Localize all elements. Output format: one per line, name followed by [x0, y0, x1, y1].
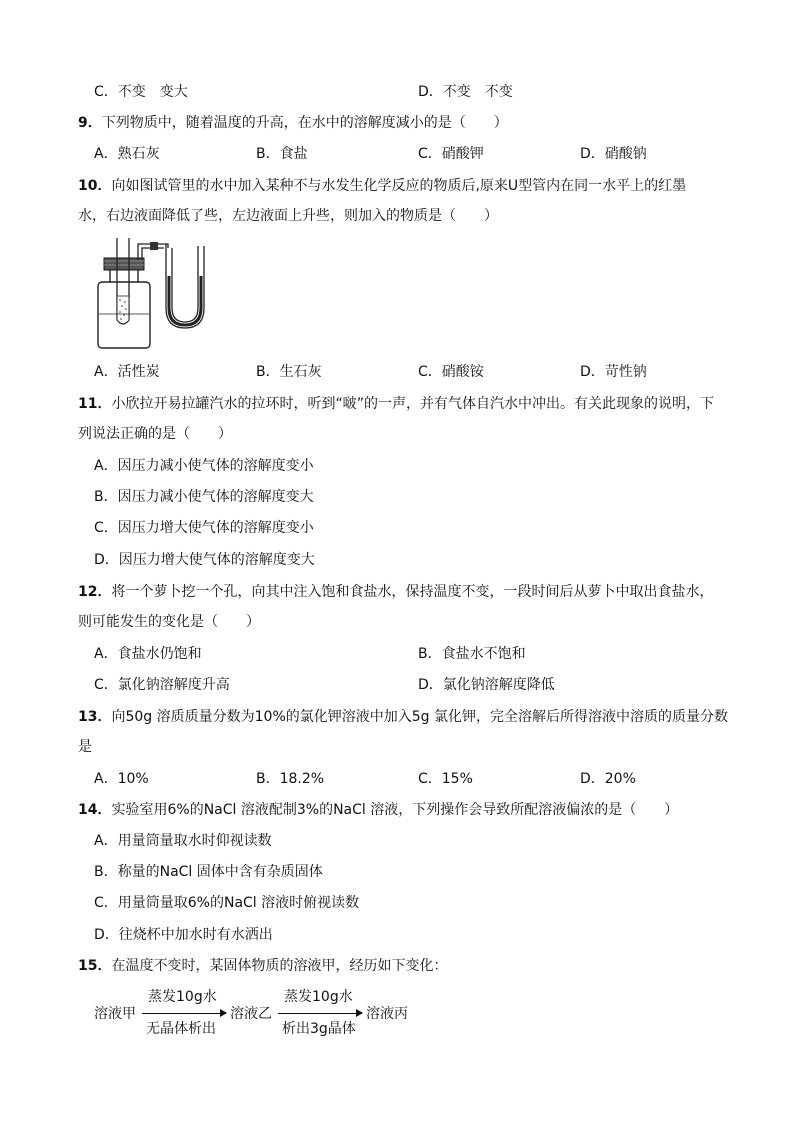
- step2-arrow: [278, 1013, 362, 1014]
- q13-option-a: A．10%: [94, 771, 149, 787]
- solution-c-label: 溶液丙: [366, 1006, 408, 1022]
- q14-text: 实验室用6%的NaCl 溶液配制3%的NaCl 溶液，下列操作会导致所配溶液偏浓的是（ ）: [111, 802, 679, 818]
- q14-option-b: B．称量的NaCl 固体中含有杂质固体: [94, 864, 323, 880]
- q9-text: 下列物质中，随着温度的升高，在水中的溶解度减小的是（ ）: [101, 115, 508, 131]
- q9-stem: [78, 113, 508, 133]
- q11-option-c: C．因压力增大使气体的溶解度变小: [94, 520, 314, 536]
- q8-option-d: D．不变 不变: [418, 84, 513, 100]
- q11-text-1: 小欣拉开易拉罐汽水的拉环时，听到“啵”的一声，并有气体自汽水中冲出。有关此现象的说明，下: [111, 396, 714, 412]
- apparatus-diagram: [90, 236, 220, 352]
- q10-stem-line1: [78, 176, 686, 196]
- solution-a-label: 溶液甲: [94, 1006, 136, 1022]
- q12-stem-line1: [78, 582, 713, 602]
- q10-option-d: D．苛性钠: [580, 364, 647, 380]
- step1-result: 无晶体析出: [146, 1021, 216, 1037]
- q9-option-a: A．熟石灰: [94, 146, 160, 162]
- q10-text-1: 向如图试管里的水中加入某种不与水发生化学反应的物质后,原来U型管内在同一水平上的红墨: [111, 178, 687, 194]
- solution-b-label: 溶液乙: [230, 1006, 272, 1022]
- q11-number: 11．: [78, 396, 112, 412]
- connector: [150, 242, 158, 250]
- q12-option-b: B．食盐水不饱和: [418, 646, 526, 662]
- q11-option-a: A．因压力减小使气体的溶解度变小: [94, 458, 314, 474]
- q13-stem-line2: 是: [78, 739, 92, 755]
- q12-text-1: 将一个萝卜挖一个孔，向其中注入饱和食盐水，保持温度不变，一段时间后从萝卜中取出食盐水，: [111, 584, 714, 600]
- q11-option-d: D．因压力增大使气体的溶解度变大: [94, 552, 315, 568]
- q14-option-c: C．用量筒量取6%的NaCl 溶液时俯视读数: [94, 895, 360, 911]
- q14-option-d: D．往烧杯中加水时有水洒出: [94, 927, 273, 943]
- q10-option-c: C．硝酸铵: [418, 364, 484, 380]
- step1-condition: 蒸发10g水: [148, 989, 217, 1005]
- q15-stem: [78, 956, 447, 976]
- q12-option-a: A．食盐水仍饱和: [94, 646, 202, 662]
- q12-number: 12．: [78, 584, 112, 600]
- q11-stem-line2: 列说法正确的是（ ）: [78, 426, 232, 442]
- q10-stem-line2: 水，右边液面降低了些，左边液面上升些，则加入的物质是（ ）: [78, 208, 498, 224]
- q11-option-b: B．因压力减小使气体的溶解度变大: [94, 489, 314, 505]
- q13-option-c: C．15%: [418, 771, 473, 787]
- q12-option-c: C．氯化钠溶解度升高: [94, 677, 230, 693]
- q9-number: 9．: [78, 115, 102, 131]
- process-flow: [94, 988, 434, 1040]
- q15-text: 在温度不变时，某固体物质的溶液甲，经历如下变化：: [111, 958, 448, 974]
- q9-option-b: B．食盐: [256, 146, 308, 162]
- q13-text-1: 向50g 溶质质量分数为10%的氯化钾溶液中加入5g 氯化钾，完全溶解后所得溶液中溶质的质量分数: [111, 709, 728, 725]
- step2-result: 析出3g晶体: [282, 1021, 356, 1037]
- q14-number: 14．: [78, 802, 112, 818]
- q9-option-d: D．硝酸钠: [580, 146, 647, 162]
- q10-option-a: A．活性炭: [94, 364, 160, 380]
- q13-option-d: D．20%: [580, 771, 636, 787]
- q13-stem-line1: [78, 707, 728, 727]
- q13-number: 13．: [78, 709, 112, 725]
- q8-option-c: C．不变 变大: [94, 84, 188, 100]
- q10-option-b: B．生石灰: [256, 364, 322, 380]
- q9-option-c: C．硝酸钾: [418, 146, 484, 162]
- q14-option-a: A．用量筒量取水时仰视读数: [94, 833, 272, 849]
- q13-option-b: B．18.2%: [256, 771, 325, 787]
- q15-number: 15．: [78, 958, 112, 974]
- q14-stem: [78, 800, 678, 820]
- step1-arrow: [142, 1013, 226, 1014]
- q12-option-d: D．氯化钠溶解度降低: [418, 677, 555, 693]
- q10-number: 10．: [78, 178, 112, 194]
- step2-condition: 蒸发10g水: [284, 989, 353, 1005]
- q12-stem-line2: 则可能发生的变化是（ ）: [78, 614, 260, 630]
- q11-stem-line1: [78, 394, 714, 414]
